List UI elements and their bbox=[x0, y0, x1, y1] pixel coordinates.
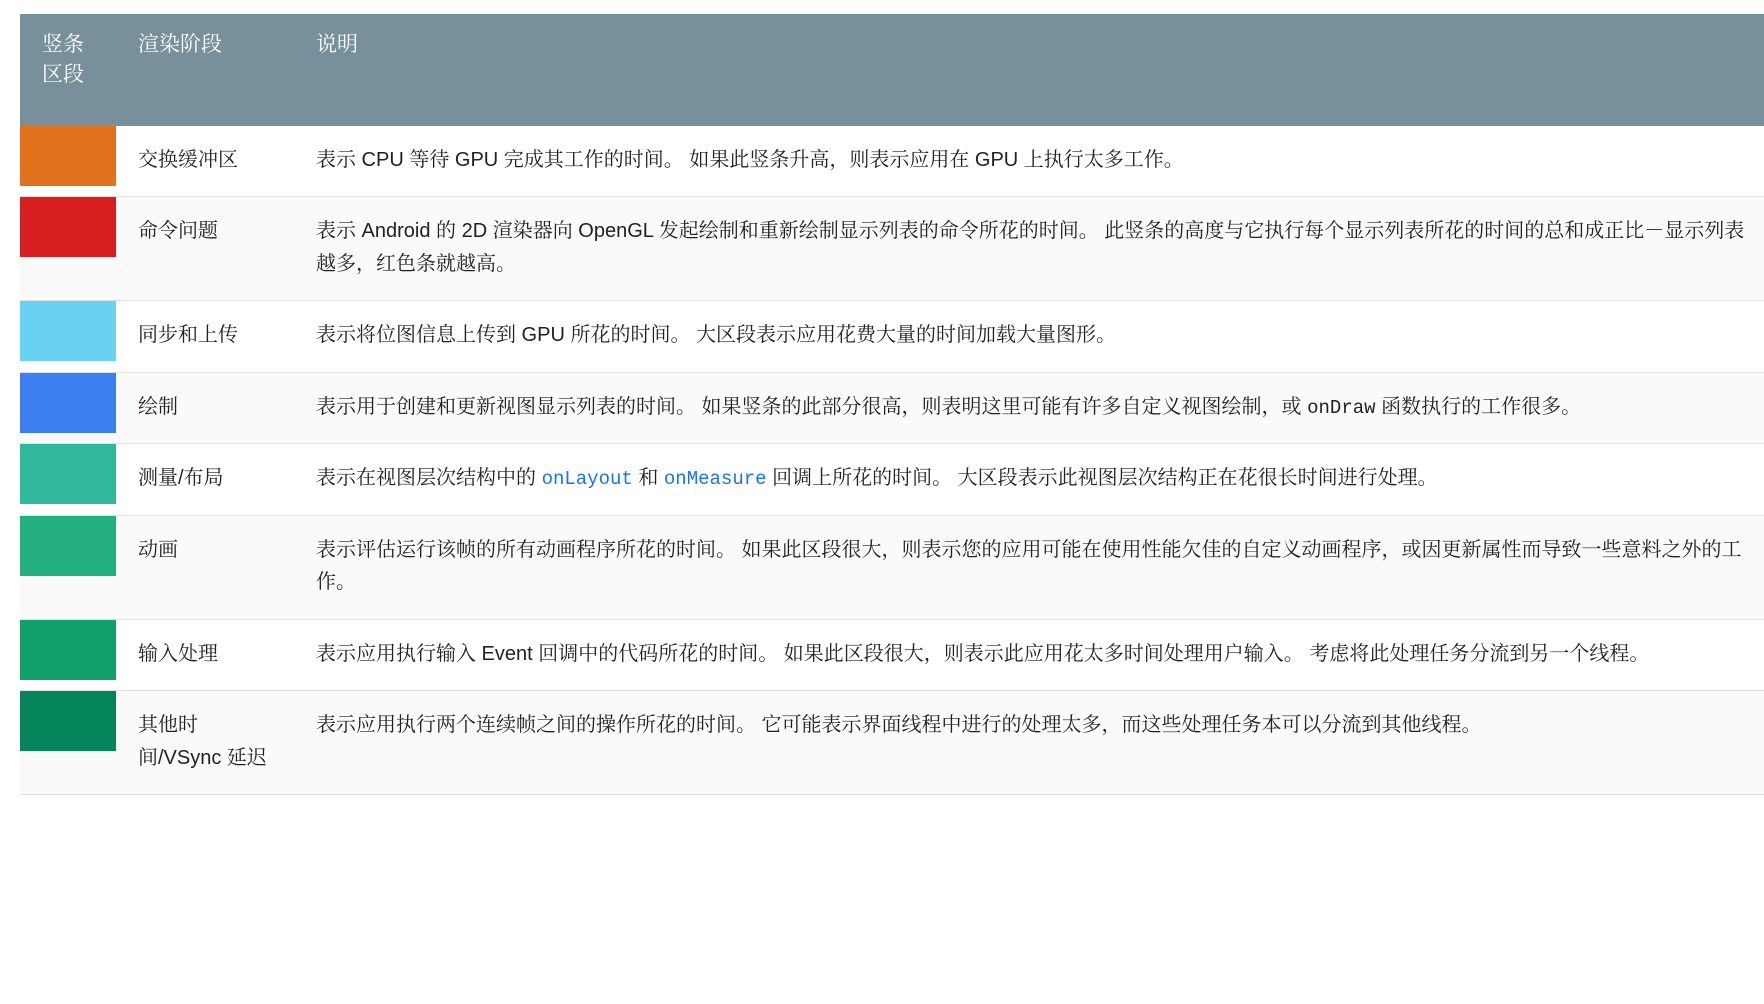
stage-description: 表示在视图层次结构中的 onLayout 和 onMeasure 回调上所花的时间。 大区段表示此视图层次结构正在花很长时间进行处理。 bbox=[316, 467, 1438, 491]
stage-description: 表示将位图信息上传到 GPU 所花的时间。 大区段表示应用花费大量的时间加载大量图形。 bbox=[316, 324, 1117, 347]
code-link-onlayout[interactable]: onLayout bbox=[541, 468, 633, 491]
stage-name: 交换缓冲区 bbox=[138, 149, 238, 171]
table-header bbox=[20, 14, 1764, 126]
stage-description: 表示 Android 的 2D 渲染器向 OpenGL 发起绘制和重新绘制显示列表的命令所花的时间。 此竖条的高度与它执行每个显示列表所花的时间的总和成正比－显示列表越多，红色条就越高。 bbox=[316, 220, 1745, 275]
color-swatch-cell bbox=[20, 372, 116, 444]
stage-name: 同步和上传 bbox=[138, 324, 238, 347]
stage-name: 测量/布局 bbox=[138, 467, 224, 490]
color-swatch-cell bbox=[20, 516, 116, 620]
stage-name: 命令问题 bbox=[138, 220, 218, 243]
color-swatch bbox=[20, 301, 116, 361]
color-swatch bbox=[20, 444, 116, 504]
rendering-stages-legend-table bbox=[20, 14, 1764, 795]
table-row bbox=[20, 516, 1764, 620]
table-row bbox=[20, 444, 1764, 516]
table-body bbox=[20, 126, 1764, 795]
table-row bbox=[20, 301, 1764, 372]
stage-description: 表示 CPU 等待 GPU 完成其工作的时间。 如果此竖条升高，则表示应用在 GPU 上执行太多工作。 bbox=[316, 149, 1184, 171]
table-row bbox=[20, 372, 1764, 444]
stage-name: 绘制 bbox=[138, 395, 178, 418]
table-row bbox=[20, 197, 1764, 301]
column-header-swatch-line2: 区段 bbox=[42, 62, 84, 86]
color-swatch bbox=[20, 126, 116, 186]
color-swatch bbox=[20, 620, 116, 680]
stage-description: 表示用于创建和更新视图显示列表的时间。 如果竖条的此部分很高，则表明这里可能有许多自定义视图绘制，或 onDraw 函数执行的工作很多。 bbox=[316, 395, 1582, 419]
column-header-description: 说明 bbox=[294, 14, 1764, 126]
code-link-onmeasure[interactable]: onMeasure bbox=[663, 468, 767, 491]
table-row bbox=[20, 691, 1764, 795]
table-header-row bbox=[20, 14, 1764, 126]
stage-name: 其他时间/VSync 延迟 bbox=[138, 714, 267, 769]
table-row bbox=[20, 619, 1764, 690]
color-swatch bbox=[20, 373, 116, 433]
column-header-stage: 渲染阶段 bbox=[116, 14, 294, 126]
column-header-swatch-line1: 竖条 bbox=[42, 33, 84, 56]
stage-name: 动画 bbox=[138, 539, 178, 562]
stage-description: 表示评估运行该帧的所有动画程序所花的时间。 如果此区段很大，则表示您的应用可能在使用性能欠佳的自定义动画程序，或因更新属性而导致一些意料之外的工作。 bbox=[316, 539, 1742, 594]
color-swatch bbox=[20, 516, 116, 576]
color-swatch-cell bbox=[20, 444, 116, 516]
color-swatch-cell bbox=[20, 197, 116, 301]
column-header-swatch bbox=[20, 14, 116, 126]
color-swatch-cell bbox=[20, 301, 116, 372]
table-row bbox=[20, 126, 1764, 197]
color-swatch-cell bbox=[20, 126, 116, 197]
stage-name: 输入处理 bbox=[138, 642, 218, 665]
stage-description: 表示应用执行两个连续帧之间的操作所花的时间。 它可能表示界面线程中进行的处理太多，而这些处理任务本可以分流到其他线程。 bbox=[316, 714, 1482, 737]
color-swatch bbox=[20, 197, 116, 257]
stage-description: 表示应用执行输入 Event 回调中的代码所花的时间。 如果此区段很大，则表示此应用花太多时间处理用户输入。 考虑将此处理任务分流到另一个线程。 bbox=[316, 642, 1650, 665]
color-swatch-cell bbox=[20, 619, 116, 690]
color-swatch-cell bbox=[20, 691, 116, 795]
color-swatch bbox=[20, 691, 116, 751]
code-term-ondraw: onDraw bbox=[1307, 396, 1376, 419]
